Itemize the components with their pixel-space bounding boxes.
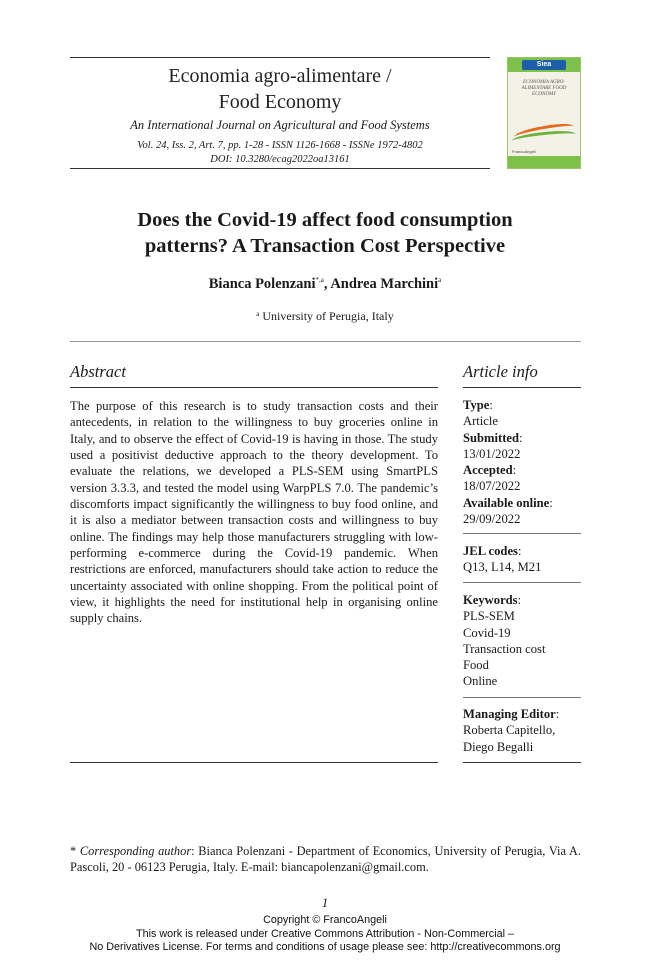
affiliation-text: University of Perugia, Italy: [262, 309, 394, 323]
keyword-item: Online: [463, 674, 498, 689]
abstract-text: The purpose of this research is to study transaction costs and their antecedents, in relation to the willingness to buy groceries online in Italy, and to observe the effect of Covid-19 is having in those. The study used a positivist deductive approach to the theory development. To evaluate the relations, we developed a PLS-SEM using SmartPLS version 3.3.3, and tested the model using WarpPLS 7.0. The pandemic’s discomforts impact significantly the willingness to buy food online, and it is also a mediator between transaction costs and willingness to buy online. The findings may help those manufacturers struggling with low-performing e-commerce during the Covid-19 pandemic. When restrictions are enforced, manufacturers should take action to reduce the uncertainty associated with online shopping. From the political point of view, it highlights the need for institutional help in organising online supply chains.: [70, 399, 438, 626]
author-1-affiliation-mark: *,a: [315, 276, 324, 284]
license-line-2: This work is released under Creative Commons Attribution - Non-Commercial –: [135, 927, 515, 940]
abstract-heading: Abstract: [70, 362, 126, 381]
jel-rule: [463, 582, 581, 583]
corresponding-author-footnote: [70, 843, 581, 875]
jel-codes-value: Q13, L14, M21: [463, 560, 542, 575]
dates-rule: [463, 533, 581, 534]
cover-logo: Siea: [522, 60, 566, 70]
header-bottom-rule: [70, 168, 490, 169]
keywords-block: Keywords: PLS-SEM Covid-19 Transaction cost Food Online: [463, 592, 583, 690]
journal-doi[interactable]: DOI: 10.3280/ecag2022oa13161: [210, 154, 350, 165]
author-2-affiliation-mark: a: [438, 276, 442, 284]
page-number: 1: [321, 895, 329, 910]
article-info-heading-rule: [463, 387, 581, 388]
footnote-text: : Bianca Polenzani - Department of Economics, University of Perugia, Via A. Pascoli, 20 - 06123 Perugia, Italy. E-mail: biancapolenzani@gmail.com.: [70, 844, 581, 874]
affiliation: [70, 309, 580, 324]
keyword-item: Covid-19: [463, 625, 511, 640]
paper-title-line2: patterns? A Transaction Cost Perspective: [144, 235, 506, 257]
keywords-rule: [463, 697, 581, 698]
keyword-item: PLS-SEM: [463, 609, 515, 624]
journal-cover-image: [507, 57, 581, 169]
jel-codes-block: JEL codes: Q13, L14, M21: [463, 543, 583, 576]
article-dates: Type: Article Submitted: 13/01/2022 Accepted: 18/07/2022 Available online: 29/09/2022: [463, 397, 583, 527]
header-top-rule: [70, 57, 490, 58]
journal-subtitle: An International Journal on Agricultural and Food Systems: [130, 118, 430, 132]
cover-title: ECONOMIA AGRO-ALIMENTARE FOOD ECONOMY: [521, 80, 567, 97]
license-line-3[interactable]: No Derivatives License. For terms and conditions of usage please see: http://creativecommons.org: [89, 941, 561, 953]
footnote-label: Corresponding author: [79, 844, 192, 858]
abstract-bottom-rule: [70, 762, 438, 763]
managing-editor-block: Managing Editor: Roberta Capitello, Diego Begalli: [463, 706, 583, 755]
available-online-value: 29/09/2022: [463, 512, 521, 527]
journal-title-line2: Food Economy: [218, 91, 342, 113]
keyword-item: Transaction cost: [463, 641, 546, 656]
abstract-heading-rule: [70, 387, 438, 388]
footnote-marker: *: [70, 844, 77, 858]
managing-editor-label: Managing Editor: [463, 707, 556, 721]
keywords-label: Keywords: [463, 593, 518, 607]
submitted-label: Submitted: [463, 430, 519, 445]
available-online-label: Available online: [463, 495, 550, 510]
accepted-value: 18/07/2022: [463, 479, 521, 494]
keyword-item: Food: [463, 658, 489, 673]
editor-name: Diego Begalli: [463, 739, 534, 754]
author-separator: ,: [323, 276, 331, 292]
license-notice: [0, 914, 650, 955]
copyright-line: Copyright © FrancoAngeli: [263, 914, 387, 926]
author-1: Bianca Polenzani: [208, 276, 316, 292]
paper-title: [70, 207, 580, 259]
cover-bottom-band: [508, 156, 580, 168]
authors-line: [70, 276, 580, 293]
cover-publisher: FrancoAngeli: [512, 149, 536, 154]
article-info-bottom-rule: [463, 762, 581, 763]
type-value: Article: [463, 414, 498, 429]
title-block-rule: [70, 341, 581, 342]
type-label: Type: [463, 398, 490, 412]
submitted-value: 13/01/2022: [463, 446, 521, 461]
journal-volume-line: Vol. 24, Iss. 2, Art. 7, pp. 1-28 - ISSN 1126-1668 - ISSNe 1972-4802: [137, 140, 423, 151]
article-info-heading: Article info: [463, 362, 538, 381]
accepted-label: Accepted: [463, 463, 513, 478]
author-2: Andrea Marchini: [330, 276, 439, 292]
paper-title-line1: Does the Covid-19 affect food consumption: [137, 209, 513, 231]
editor-name: Roberta Capitello,: [463, 723, 556, 738]
jel-codes-label: JEL codes: [463, 544, 518, 558]
journal-title-line1: Economia agro-alimentare /: [168, 65, 392, 87]
affiliation-mark: a: [256, 310, 260, 318]
